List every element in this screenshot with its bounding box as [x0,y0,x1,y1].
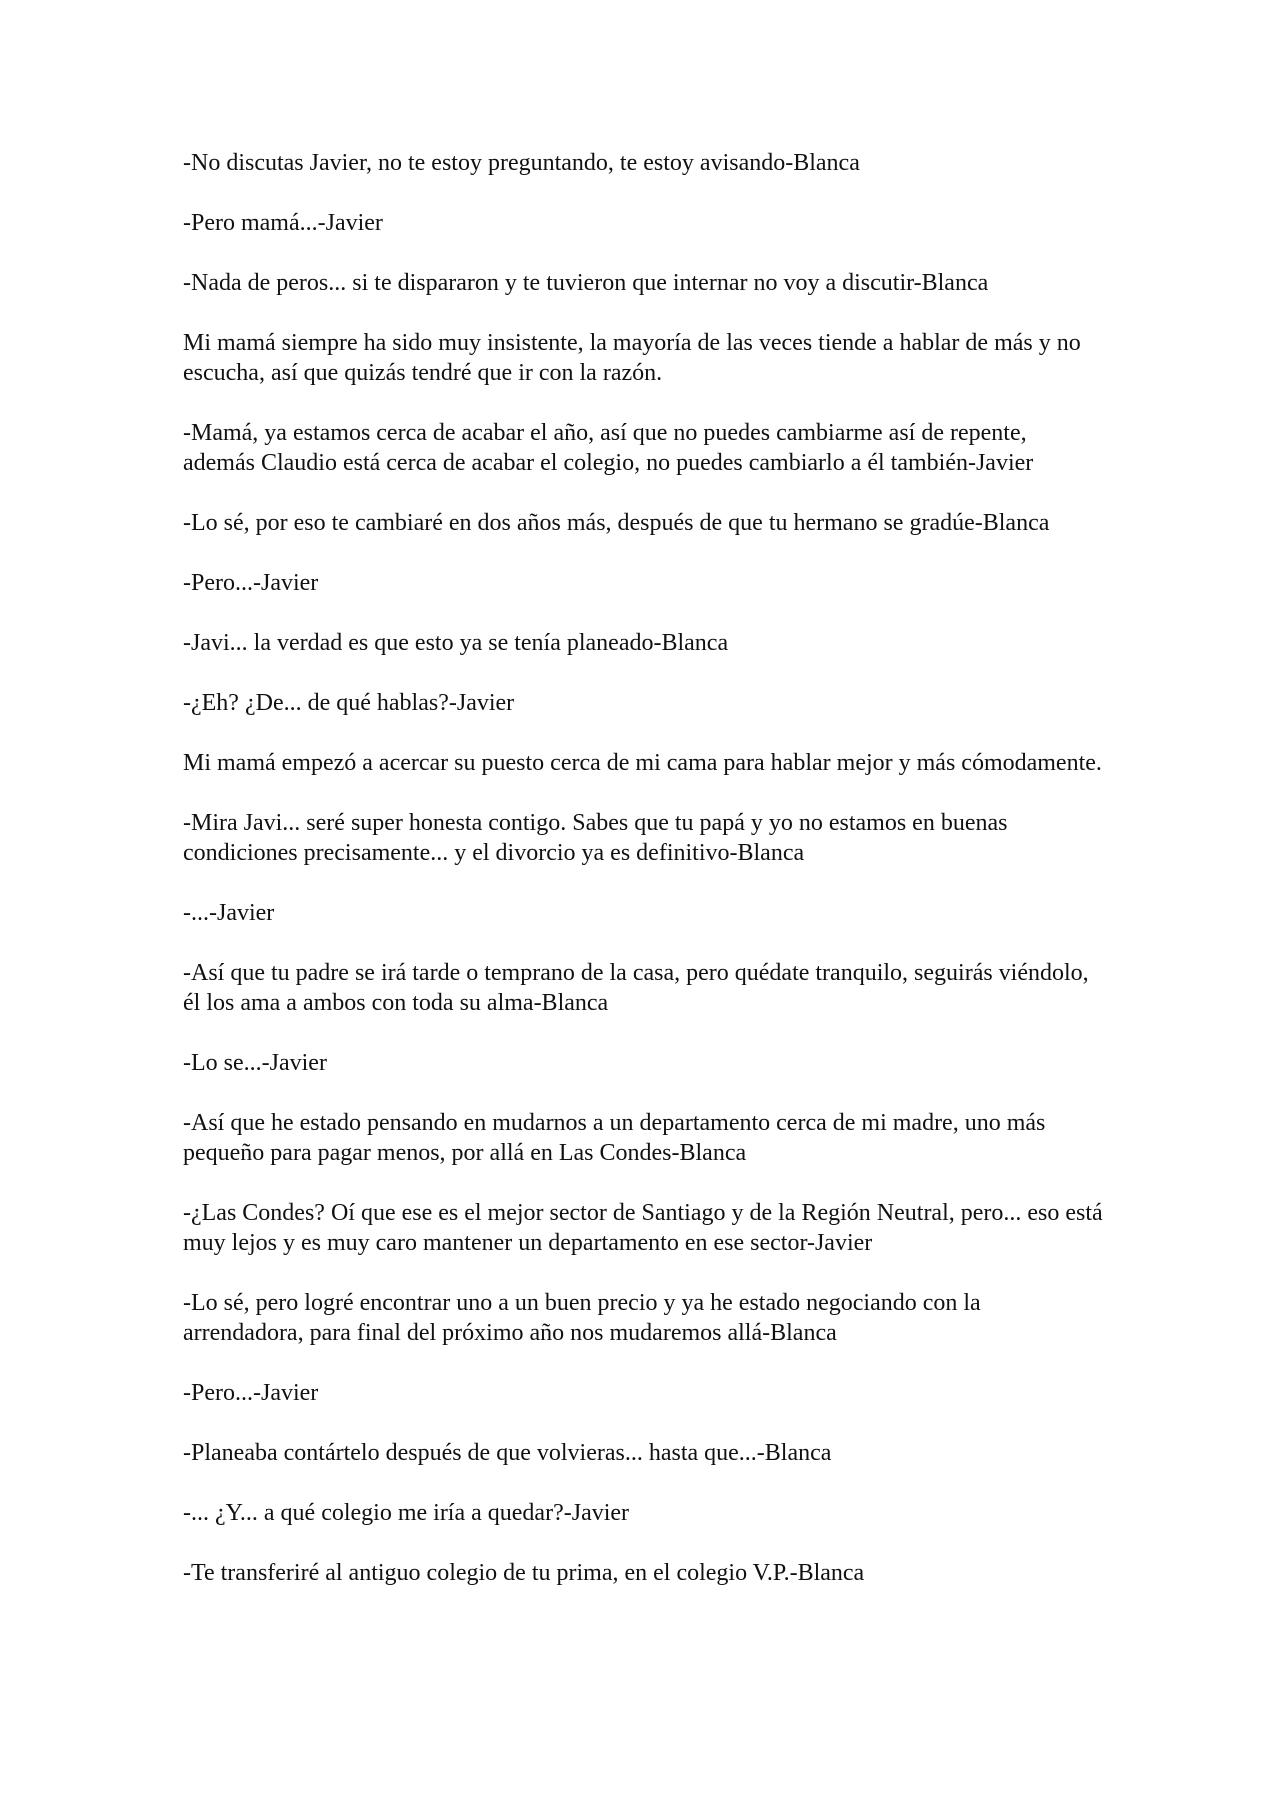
document-body [183,148,1103,1618]
paragraph: -¿Eh? ¿De... de qué hablas?-Javier [183,690,515,716]
paragraph: -Mira Javi... seré super honesta contigo. Sabes que tu papá y yo no estamos en buenas condiciones precisamente... y el divorcio ya es definitivo-Blanca [183,810,1008,866]
paragraph: -Así que he estado pensando en mudarnos a un departamento cerca de mi madre, uno más pequeño para pagar menos, por allá en Las Condes-Blanca [183,1110,1046,1166]
paragraph: -... ¿Y... a qué colegio me iría a quedar?-Javier [183,1500,630,1526]
paragraph: -...-Javier [183,900,275,926]
paragraph: -Te transferiré al antiguo colegio de tu prima, en el colegio V.P.-Blanca [183,1560,865,1586]
paragraph: -Lo se...-Javier [183,1050,327,1076]
paragraph: -Pero...-Javier [183,570,319,596]
paragraph: Mi mamá siempre ha sido muy insistente, la mayoría de las veces tiende a hablar de más y no escucha, así que quizás tendré que ir con la razón. [183,330,1081,386]
paragraph: -Nada de peros... si te dispararon y te tuvieron que internar no voy a discutir-Blanca [183,270,989,296]
paragraph: -¿Las Condes? Oí que ese es el mejor sector de Santiago y de la Región Neutral, pero... eso está muy lejos y es muy caro mantener un departamento en ese sector-Javier [183,1200,1103,1256]
paragraph: Mi mamá empezó a acercar su puesto cerca de mi cama para hablar mejor y más cómodamente. [183,750,1102,776]
paragraph: -Planeaba contártelo después de que volvieras... hasta que...-Blanca [183,1440,832,1466]
paragraph: -Pero mamá...-Javier [183,210,383,236]
paragraph: -Mamá, ya estamos cerca de acabar el año, así que no puedes cambiarme así de repente, además Claudio está cerca de acabar el colegio, no puedes cambiarlo a él también-Javier [183,420,1034,476]
paragraph: -Así que tu padre se irá tarde o temprano de la casa, pero quédate tranquilo, seguirás viéndolo, él los ama a ambos con toda su alma-Blanca [183,960,1089,1016]
paragraph: -Javi... la verdad es que esto ya se tenía planeado-Blanca [183,630,729,656]
paragraph: -Lo sé, por eso te cambiaré en dos años más, después de que tu hermano se gradúe-Blanca [183,510,1050,536]
paragraph: -Pero...-Javier [183,1380,319,1406]
paragraph: -No discutas Javier, no te estoy preguntando, te estoy avisando-Blanca [183,150,860,176]
paragraph: -Lo sé, pero logré encontrar uno a un buen precio y ya he estado negociando con la arrendadora, para final del próximo año nos mudaremos allá-Blanca [183,1290,981,1346]
